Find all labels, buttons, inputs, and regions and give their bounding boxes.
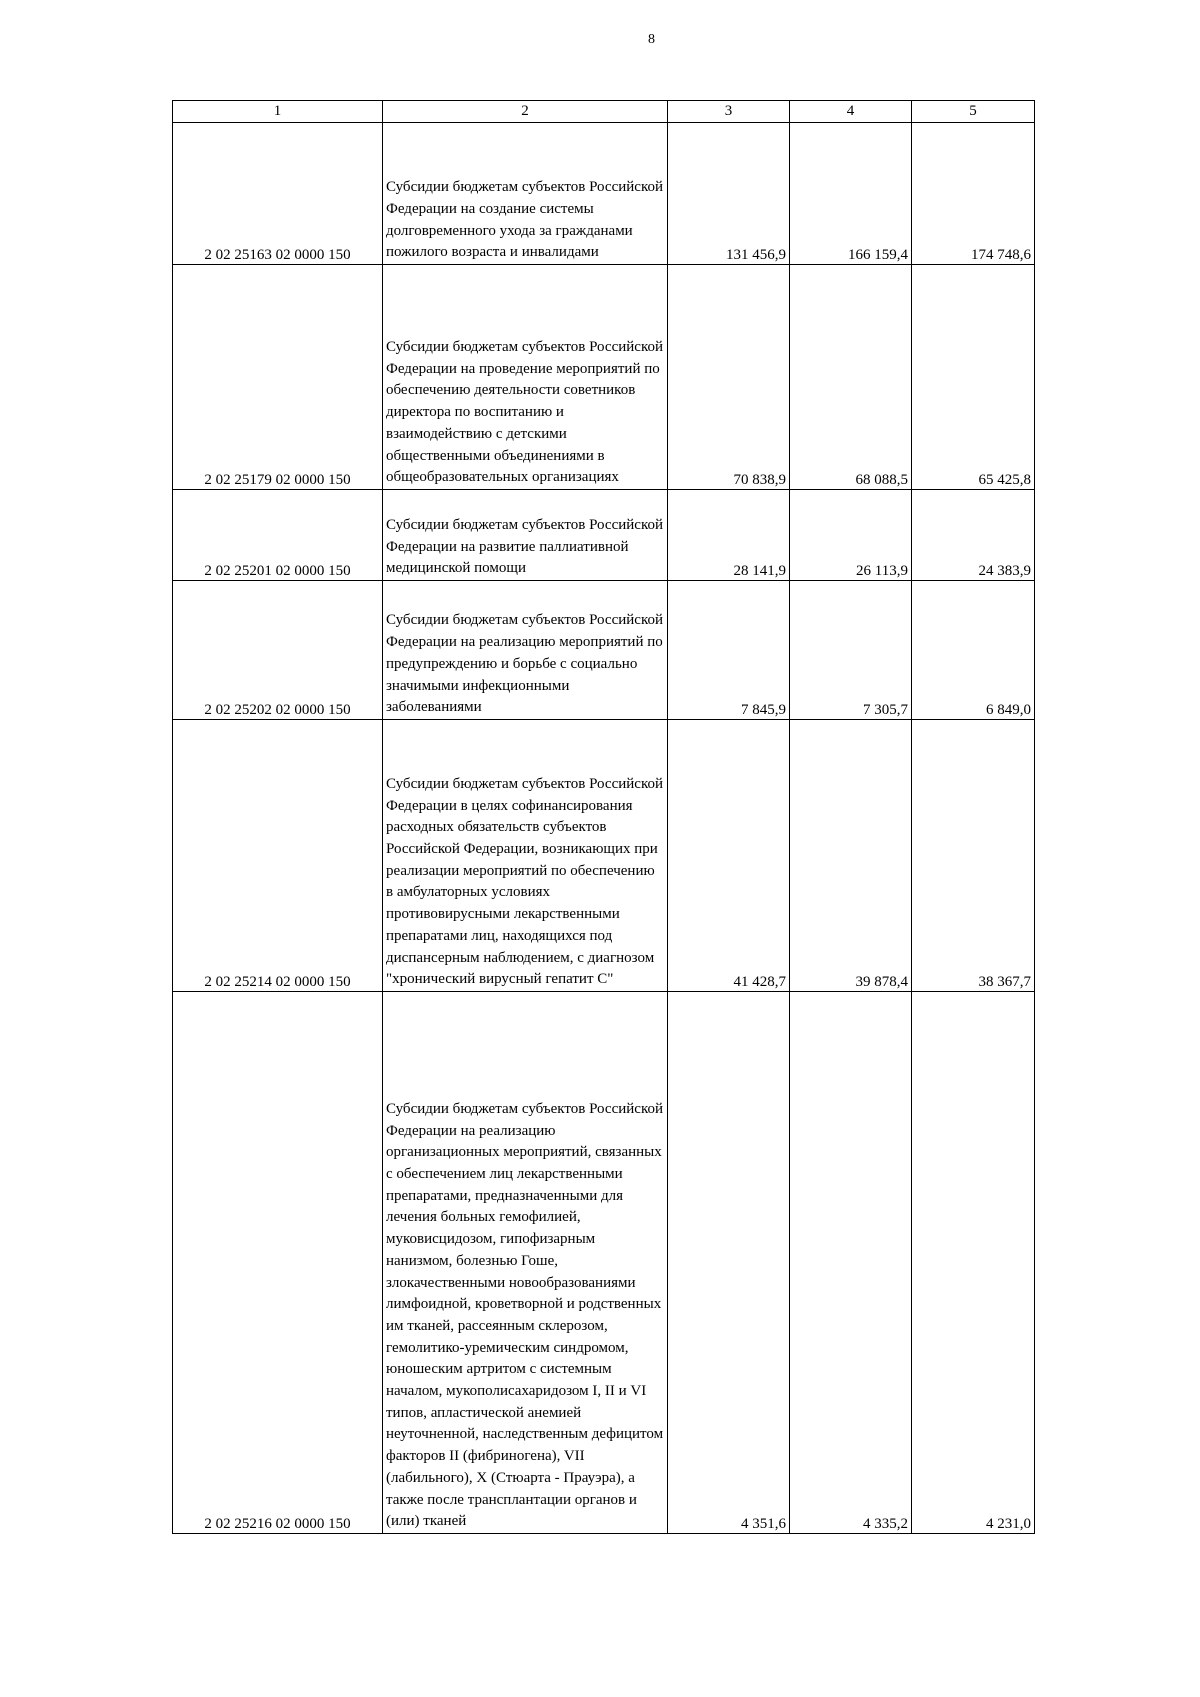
description-cell: Субсидии бюджетам субъектов Российской Федерации на создание системы долговременного ухода за гражданами пожилого возраста и инвалидами — [383, 123, 668, 265]
header-row — [173, 101, 1035, 123]
table-row — [173, 265, 1035, 490]
column-header-3: 3 — [668, 101, 790, 123]
description-cell: Субсидии бюджетам субъектов Российской Федерации на развитие паллиативной медицинской помощи — [383, 490, 668, 581]
value-year-3-cell: 38 367,7 — [912, 720, 1035, 992]
page-number: 8 — [648, 32, 655, 47]
description-cell: Субсидии бюджетам субъектов Российской Федерации на реализацию организационных мероприятий, связанных с обеспечением лиц лекарственными препаратами, предназначенными для лечения больных гемофилией, муковисцидозом, гипофизарным нанизмом, болезнью Гоше, злокачественными новообразованиями лимфоидной, кроветворной и родственных им тканей, рассеянным склерозом, гемолитико-уремическим синдромом, юношеским артритом с системным началом, мукополисахаридозом I, II и VI типов, апластической анемией неуточненной, наследственным дефицитом факторов II (фибриногена), VII (лабильного), X (Стюарта - Прауэра), а также после трансплантации органов и (или) тканей — [383, 992, 668, 1534]
budget-code-cell: 2 02 25163 02 0000 150 — [173, 123, 383, 265]
value-year-3-cell: 65 425,8 — [912, 265, 1035, 490]
description-cell: Субсидии бюджетам субъектов Российской Федерации на проведение мероприятий по обеспечению деятельности советников директора по воспитанию и взаимодействию с детскими общественными объединениями в общеобразовательных организациях — [383, 265, 668, 490]
description-cell: Субсидии бюджетам субъектов Российской Федерации на реализацию мероприятий по предупреждению и борьбе с социально значимыми инфекционными заболеваниями — [383, 581, 668, 720]
table-row — [173, 123, 1035, 265]
value-year-3-cell: 24 383,9 — [912, 490, 1035, 581]
description-cell: Субсидии бюджетам субъектов Российской Федерации в целях софинансирования расходных обязательств субъектов Российской Федерации, возникающих при реализации мероприятий по обеспечению в амбулаторных условиях противовирусными лекарственными препаратами лиц, находящихся под диспансерным наблюдением, с диагнозом "хронический вирусный гепатит С" — [383, 720, 668, 992]
value-year-1-cell: 131 456,9 — [668, 123, 790, 265]
value-year-1-cell: 41 428,7 — [668, 720, 790, 992]
budget-code-cell: 2 02 25216 02 0000 150 — [173, 992, 383, 1534]
table-row — [173, 720, 1035, 992]
value-year-1-cell: 28 141,9 — [668, 490, 790, 581]
budget-code-cell: 2 02 25179 02 0000 150 — [173, 265, 383, 490]
budget-code-cell: 2 02 25201 02 0000 150 — [173, 490, 383, 581]
budget-code-cell: 2 02 25214 02 0000 150 — [173, 720, 383, 992]
column-header-4: 4 — [790, 101, 912, 123]
value-year-1-cell: 4 351,6 — [668, 992, 790, 1534]
budget-table — [172, 100, 1035, 1534]
column-header-1: 1 — [173, 101, 383, 123]
value-year-2-cell: 7 305,7 — [790, 581, 912, 720]
value-year-2-cell: 39 878,4 — [790, 720, 912, 992]
value-year-3-cell: 6 849,0 — [912, 581, 1035, 720]
table-row — [173, 490, 1035, 581]
value-year-2-cell: 26 113,9 — [790, 490, 912, 581]
budget-code-cell: 2 02 25202 02 0000 150 — [173, 581, 383, 720]
value-year-2-cell: 68 088,5 — [790, 265, 912, 490]
table-row — [173, 992, 1035, 1534]
value-year-2-cell: 4 335,2 — [790, 992, 912, 1534]
column-header-5: 5 — [912, 101, 1035, 123]
value-year-3-cell: 4 231,0 — [912, 992, 1035, 1534]
value-year-1-cell: 7 845,9 — [668, 581, 790, 720]
value-year-2-cell: 166 159,4 — [790, 123, 912, 265]
value-year-1-cell: 70 838,9 — [668, 265, 790, 490]
column-header-2: 2 — [383, 101, 668, 123]
table-row — [173, 581, 1035, 720]
value-year-3-cell: 174 748,6 — [912, 123, 1035, 265]
